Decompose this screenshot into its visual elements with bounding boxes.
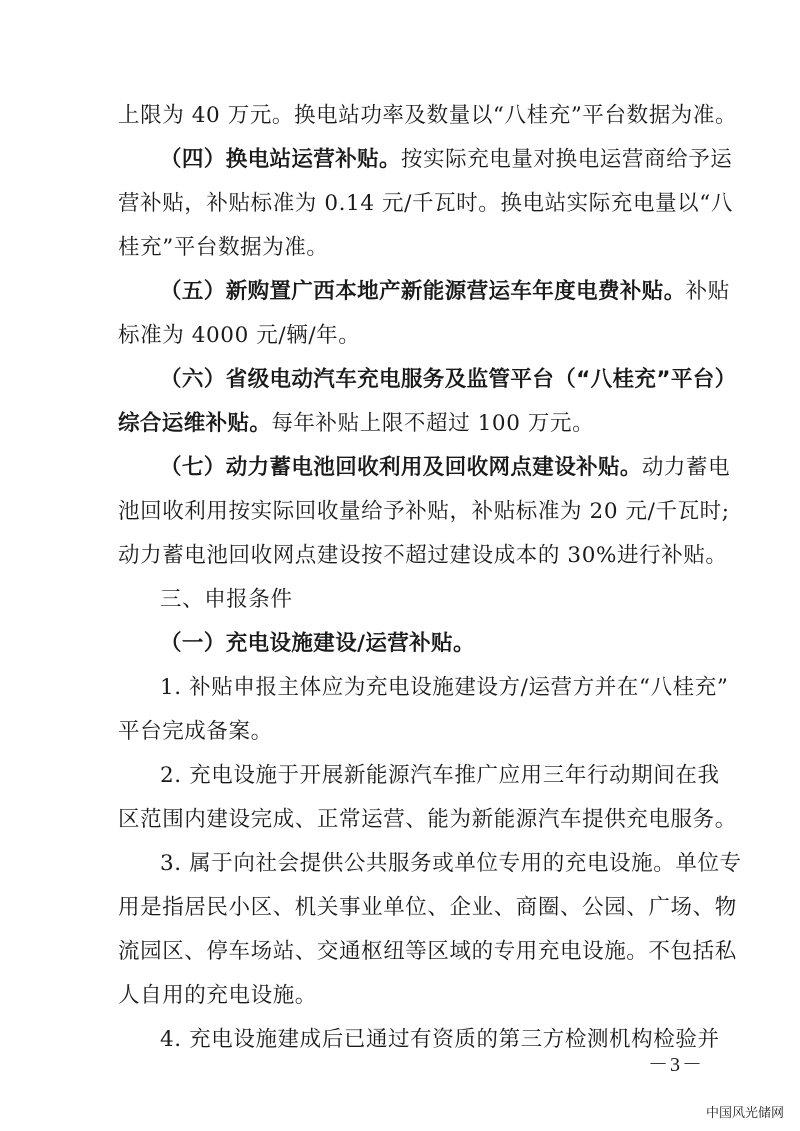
paragraph-text: 补贴 — [685, 279, 730, 304]
paragraph-line: 池回收利用按实际回收量给予补贴，补贴标准为 20 元/千瓦时; — [118, 499, 730, 524]
paragraph-line — [118, 406, 698, 442]
paragraph-text: 动力蓄电 — [641, 455, 731, 480]
paragraph-text: 按实际充电量对换电运营商给予运 — [400, 147, 733, 172]
list-item-line: 平台完成备案。 — [118, 719, 273, 744]
paragraph-text: 每年补贴上限不超过 100 万元。 — [271, 411, 595, 436]
paragraph-line: 标准为 4000 元/辆/年。 — [118, 323, 361, 348]
list-item-line: 用是指居民小区、机关事业单位、企业、商圈、公园、广场、物 — [118, 895, 737, 920]
paragraph-line — [160, 274, 730, 310]
paragraph-line — [160, 450, 731, 486]
section-heading: （六）省级电动汽车充电服务及监管平台（“八桂充”平台） — [160, 367, 737, 392]
list-item-line: 流园区、停车场站、交通枢纽等区域的专用充电设施。不包括私 — [118, 939, 737, 964]
paragraph-line: 动力蓄电池回收网点建设按不超过建设成本的 30%进行补贴。 — [118, 543, 728, 568]
list-item-line: 3. 属于向社会提供公共服务或单位专用的充电设施。单位专 — [160, 851, 742, 876]
site-watermark: 中国风光储网 — [706, 1106, 785, 1121]
list-item-line: 2. 充电设施于开展新能源汽车推广应用三年行动期间在我 — [160, 763, 720, 788]
paragraph-line: 桂充”平台数据为准。 — [118, 235, 329, 260]
section-heading: （七）动力蓄电池回收利用及回收网点建设补贴。 — [160, 455, 642, 480]
section-heading: （四）换电站运营补贴。 — [160, 147, 401, 172]
section-heading: （五）新购置广西本地产新能源营运车年度电费补贴。 — [160, 279, 686, 304]
paragraph-line: 上限为 40 万元。换电站功率及数量以“八桂充”平台数据为准。 — [118, 103, 738, 128]
paragraph-line: 营补贴，补贴标准为 0.14 元/千瓦时。换电站实际充电量以“八 — [118, 191, 733, 216]
section-heading: 综合运维补贴。 — [118, 411, 272, 436]
subsection-heading: （一）充电设施建设/运营补贴。 — [160, 631, 475, 656]
list-item-line: 区范围内建设完成、正常运营、能为新能源汽车提供充电服务。 — [118, 807, 737, 832]
section-title: 三、申报条件 — [160, 587, 293, 612]
page-number: －3－ — [648, 1054, 704, 1076]
paragraph-line — [160, 142, 733, 178]
list-item-line: 1. 补贴申报主体应为充电设施建设方/运营方并在“八桂充” — [160, 675, 729, 700]
list-item-line: 4. 充电设施建成后已通过有资质的第三方检测机构检验并 — [160, 1027, 720, 1052]
list-item-line: 人自用的充电设施。 — [118, 983, 317, 1008]
